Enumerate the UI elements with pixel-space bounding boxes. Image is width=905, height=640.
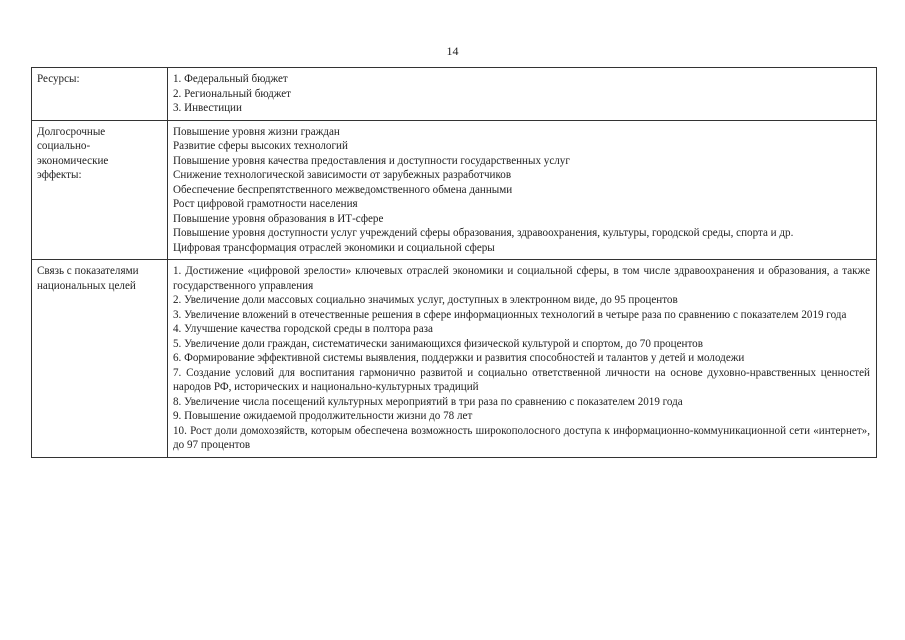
list-item: Цифровая трансформация отраслей экономики и социальной сферы (173, 241, 495, 254)
table-row-effects (32, 120, 877, 260)
row-content-resources (168, 68, 877, 121)
list-item: 1. Достижение «цифровой зрелости» ключевых отраслей экономики и социальной сферы, в том числе здравоохранения и образования, а также государственного управления (173, 265, 870, 292)
list-item: Рост цифровой грамотности населения (173, 198, 358, 210)
row-label-line: Долгосрочные (37, 125, 106, 138)
row-label-effects (32, 120, 168, 260)
list-item: 5. Увеличение доли граждан, систематически занимающихся физической культурой и спортом, до 70 процентов (173, 337, 703, 350)
passport-table (31, 67, 877, 458)
row-label-resources (32, 68, 168, 121)
page-number: 14 (446, 44, 459, 58)
list-item: Снижение технологической зависимости от зарубежных разработчиков (173, 169, 512, 181)
list-item: 3. Увеличение вложений в отечественные решения в сфере информационных технологий в четыре раза по сравнению с показателем 2019 года (173, 308, 847, 321)
list-item: 1. Федеральный бюджет (173, 73, 288, 85)
row-label-national-goals (32, 260, 168, 458)
list-item: 7. Создание условий для воспитания гармонично развитой и социально ответственной личности на основе духовно-нравственных ценностей народов РФ, исторических и национально-культурных традиций (173, 366, 870, 393)
list-item: Повышение уровня образования в ИТ-сфере (173, 212, 384, 225)
row-content-effects (168, 120, 877, 260)
list-item: 6. Формирование эффективной системы выявления, поддержки и развития способностей и талантов у детей и молодежи (173, 352, 745, 364)
row-label-line: экономические (37, 154, 109, 167)
list-item: 3. Инвестиции (173, 102, 242, 114)
row-label-line: национальных целей (37, 279, 136, 292)
row-content-national-goals (168, 260, 877, 458)
list-item: 2. Региональный бюджет (173, 87, 292, 100)
row-label-line: Ресурсы: (37, 73, 80, 85)
list-item: Повышение уровня жизни граждан (173, 125, 340, 138)
row-label-line: Связь с показателями (37, 265, 139, 277)
list-item: 8. Увеличение числа посещений культурных мероприятий в три раза по сравнению с показателем 2019 года (173, 395, 683, 408)
list-item: 2. Увеличение доли массовых социально значимых услуг, доступных в электронном виде, до 95 процентов (173, 294, 678, 306)
row-label-line: социально- (37, 140, 91, 152)
list-item: 9. Повышение ожидаемой продолжительности жизни до 78 лет (173, 410, 473, 422)
table-row-resources (32, 68, 877, 121)
list-item: Развитие сферы высоких технологий (173, 140, 348, 152)
table-row-national-goals (32, 260, 877, 458)
list-item: Обеспечение беспрепятственного межведомственного обмена данными (173, 183, 513, 196)
list-item: 4. Улучшение качества городской среды в полтора раза (173, 323, 433, 335)
list-item: Повышение уровня качества предоставления и доступности государственных услуг (173, 154, 570, 167)
list-item: Повышение уровня доступности услуг учреждений сферы образования, здравоохранения, культуры, городской среды, спорта и др. (173, 227, 794, 239)
list-item: 10. Рост доли домохозяйств, которым обеспечена возможность широкополосного доступа к информационно-коммуникационной сети «интернет», до 97 процентов (173, 424, 870, 451)
row-label-line: эффекты: (37, 169, 82, 181)
